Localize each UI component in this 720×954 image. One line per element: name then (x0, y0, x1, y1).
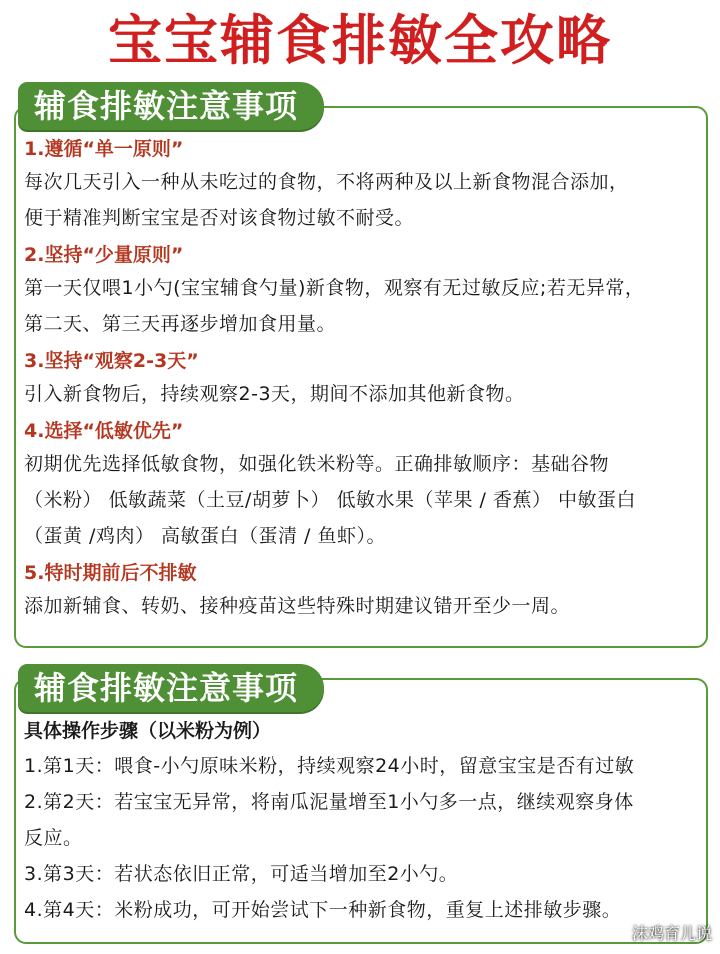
step-line: 1.第1天：喂食-小勺原味米粉，持续观察24小时，留意宝宝是否有过敏 (24, 755, 635, 777)
step-line: 2.第2天：若宝宝无异常，将南瓜泥量增至1小勺多一点，继续观察身体 (24, 791, 634, 813)
rule-text: 引入新食物后，持续观察2-3天，期间不添加其他新食物。 (24, 383, 525, 405)
rule-item (24, 558, 694, 624)
rule-text: （米粉） 低敏蔬菜（土豆/胡萝卜） 低敏水果（苹果 / 香蕉） 中敏蛋白 (24, 489, 637, 511)
section-tab: 辅食排敏注意事项 (18, 664, 324, 712)
rule-text: 每次几天引入一种从未吃过的食物，不将两种及以上新食物混合添加， (24, 171, 629, 193)
steps-content (24, 714, 694, 928)
watermark: 沫鸡育儿说 (631, 924, 712, 943)
rule-heading: 2.坚持“少量原则” (24, 244, 184, 266)
rule-text: 添加新辅食、转奶、接种疫苗这些特殊时期建议错开至少一周。 (24, 595, 571, 617)
rule-text: （蛋黄 /鸡肉） 高敏蛋白（蛋清 / 鱼虾）。 (24, 525, 386, 547)
rule-heading: 5.特时期前后不排敏 (24, 562, 197, 584)
rule-text: 初期优先选择低敏食物，如强化铁米粉等。正确排敏顺序：基础谷物 (24, 453, 610, 475)
step-line: 3.第3天：若状态依旧正常，可适当增加至2小勺。 (24, 863, 459, 885)
rule-item (24, 240, 694, 342)
rule-text: 便于精准判断宝宝是否对该食物过敏不耐受。 (24, 207, 415, 229)
step-line: 反应。 (24, 827, 83, 849)
rule-heading: 1.遵循“单一原则” (24, 138, 184, 160)
rule-text: 第一天仅喂1小勺(宝宝辅食勺量)新食物，观察有无过敏反应;若无异常， (24, 277, 645, 299)
notes-content (24, 130, 694, 624)
steps-subtitle: 具体操作步骤（以米粉为例） (24, 720, 272, 742)
rule-heading: 4.选择“低敏优先” (24, 420, 184, 442)
step-line: 4.第4天：米粉成功，可开始尝试下一种新食物，重复上述排敏步骤。 (24, 899, 622, 921)
rule-item (24, 346, 694, 412)
rule-text: 第二天、第三天再逐步增加食用量。 (24, 313, 337, 335)
section-tab: 辅食排敏注意事项 (18, 82, 324, 130)
page-title: 宝宝辅食排敏全攻略 (108, 9, 612, 72)
rule-item (24, 134, 694, 236)
rule-heading: 3.坚持“观察2-3天” (24, 350, 199, 372)
rule-item (24, 416, 694, 554)
